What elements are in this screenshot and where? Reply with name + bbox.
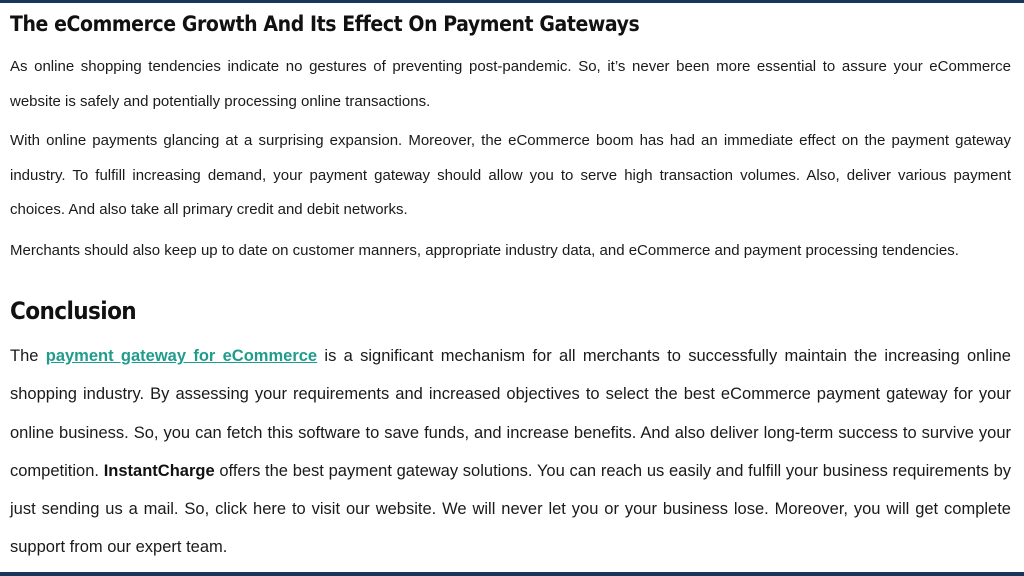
conclusion-heading: Conclusion (10, 297, 137, 325)
paragraph-online-shopping: As online shopping tendencies indicate no gestures of preventing post-pandemic. So, it’s never been more essential to assure your eCommerce website is safely and potentially processing online transactions. (10, 58, 1011, 110)
conclusion-text-start: The (10, 347, 46, 365)
section-heading: The eCommerce Growth And Its Effect On Payment Gateways (10, 12, 640, 36)
brand-name: InstantCharge (103, 461, 215, 480)
conclusion-paragraph (10, 337, 1011, 567)
paragraph-merchants: Merchants should also keep up to date on customer manners, appropriate industry data, and eCommerce and payment processing tendencies. (10, 242, 959, 259)
paragraph-online-payments: With online payments glancing at a surprising expansion. Moreover, the eCommerce boom has had an immediate effect on the payment gateway industry. To fulfill increasing demand, your payment gateway should allow you to serve high transaction volumes. Also, deliver various payment choices. And also take all primary credit and debit networks. (10, 132, 1011, 218)
payment-gateway-link[interactable]: payment gateway for eCommerce (45, 347, 318, 365)
conclusion-text-end: offers the best payment gateway solutions. You can reach us easily and fulfill your business requirements by just sending us a mail. So, click here to visit our website. We will never let you or your business lose. Moreover, you will get complete support from our expert team. (10, 461, 1011, 557)
conclusion-text-middle: is a significant mechanism for all merchants to successfully maintain the increasing online shopping industry. By assessing your requirements and increased objectives to select the best eCommerce payment gateway for your online business. So, you can fetch this software to save funds, and increase benefits. And also deliver long-term success to survive your competition. (10, 347, 1011, 480)
